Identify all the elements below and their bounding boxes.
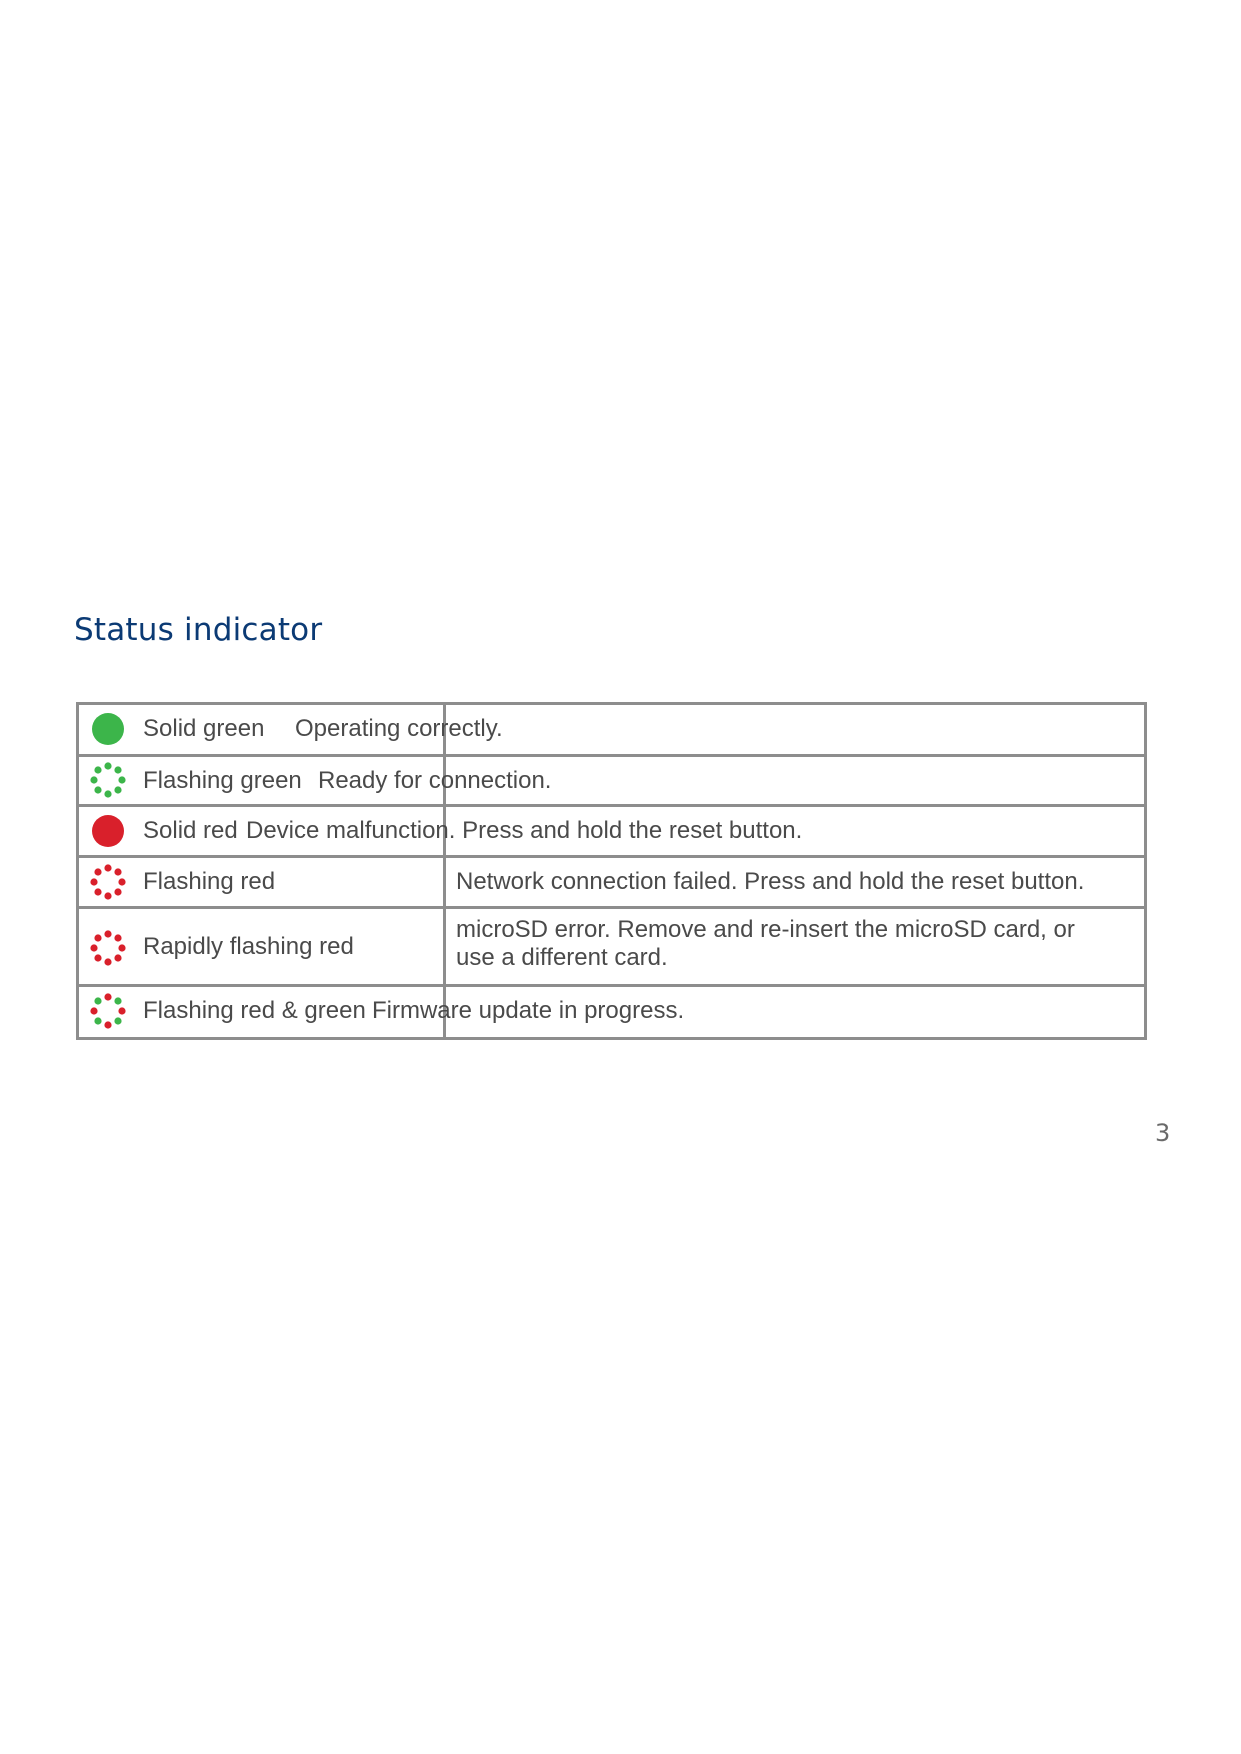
row-label: Flashing red: [143, 868, 276, 895]
page-number: 3: [1155, 1119, 1171, 1147]
solid-green-dot-icon: [90, 711, 126, 747]
rapid-red-ring-icon: [90, 930, 126, 966]
table-row: [79, 987, 1144, 1037]
status-table: [76, 702, 1147, 1040]
row-description: Ready for connection.: [318, 767, 552, 794]
row-description: Device malfunction. Press and hold the reset button.: [246, 817, 803, 844]
row-label: Rapidly flashing red: [143, 933, 354, 960]
row-description: Firmware update in progress.: [372, 997, 685, 1024]
table-row: [79, 705, 1144, 757]
flashing-red-ring-icon: [90, 864, 126, 900]
table-row: [79, 807, 1144, 858]
red-green-ring-icon: [90, 993, 126, 1029]
row-description: Operating correctly.: [295, 715, 503, 742]
flashing-green-ring-icon: [90, 762, 126, 798]
row-label: Flashing green: [143, 767, 302, 794]
row-label: Flashing red & green: [143, 997, 366, 1024]
table-row: [79, 858, 1144, 909]
row-description: Network connection failed. Press and hold the reset button.: [456, 868, 1085, 895]
row-label: Solid green: [143, 715, 265, 742]
table-row: [79, 757, 1144, 807]
row-label: Solid red: [143, 817, 238, 844]
solid-red-dot-icon: [90, 813, 126, 849]
page-title: Status indicator: [74, 612, 323, 648]
row-description: microSD error. Remove and re-insert the microSD card, or use a different card.: [456, 916, 1075, 971]
table-row: [79, 909, 1144, 987]
